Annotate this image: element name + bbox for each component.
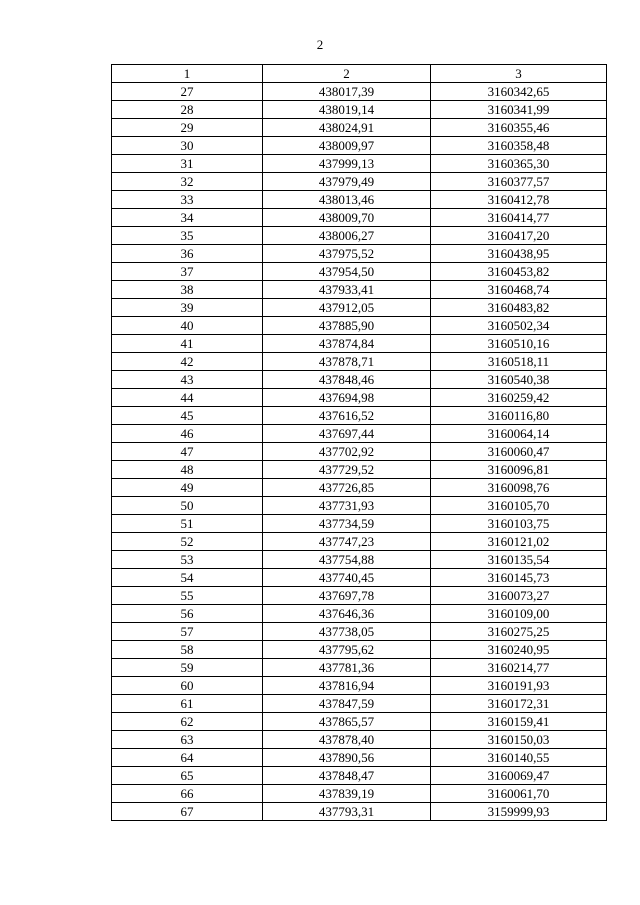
y-coordinate-cell: 3160069,47 — [431, 767, 607, 785]
table-row — [112, 479, 607, 497]
y-coordinate-cell: 3160341,99 — [431, 101, 607, 119]
point-number-cell: 36 — [112, 245, 263, 263]
point-number-cell: 61 — [112, 695, 263, 713]
x-coordinate-cell: 437646,36 — [263, 605, 431, 623]
point-number-cell: 32 — [112, 173, 263, 191]
y-coordinate-cell: 3160540,38 — [431, 371, 607, 389]
table-row — [112, 659, 607, 677]
y-coordinate-cell: 3160355,46 — [431, 119, 607, 137]
point-number-cell: 30 — [112, 137, 263, 155]
table-row — [112, 551, 607, 569]
y-coordinate-cell: 3160259,42 — [431, 389, 607, 407]
point-number-cell: 56 — [112, 605, 263, 623]
y-coordinate-cell: 3160365,30 — [431, 155, 607, 173]
x-coordinate-cell: 437734,59 — [263, 515, 431, 533]
y-coordinate-cell: 3160412,78 — [431, 191, 607, 209]
x-coordinate-cell: 437793,31 — [263, 803, 431, 821]
point-number-cell: 29 — [112, 119, 263, 137]
point-number-cell: 47 — [112, 443, 263, 461]
x-coordinate-cell: 437754,88 — [263, 551, 431, 569]
x-coordinate-cell: 437839,19 — [263, 785, 431, 803]
x-coordinate-cell: 438013,46 — [263, 191, 431, 209]
table-row — [112, 695, 607, 713]
x-coordinate-cell: 437912,05 — [263, 299, 431, 317]
y-coordinate-cell: 3160061,70 — [431, 785, 607, 803]
table-row — [112, 425, 607, 443]
x-coordinate-cell: 438024,91 — [263, 119, 431, 137]
x-coordinate-cell: 438017,39 — [263, 83, 431, 101]
y-coordinate-cell: 3160342,65 — [431, 83, 607, 101]
x-coordinate-cell: 437979,49 — [263, 173, 431, 191]
point-number-cell: 43 — [112, 371, 263, 389]
y-coordinate-cell: 3160191,93 — [431, 677, 607, 695]
table-row — [112, 335, 607, 353]
table-header-row — [112, 65, 607, 83]
x-coordinate-cell: 437697,44 — [263, 425, 431, 443]
point-number-cell: 49 — [112, 479, 263, 497]
point-number-cell: 60 — [112, 677, 263, 695]
x-coordinate-cell: 437616,52 — [263, 407, 431, 425]
x-coordinate-cell: 437731,93 — [263, 497, 431, 515]
table-body — [112, 65, 607, 821]
point-number-cell: 63 — [112, 731, 263, 749]
table-row — [112, 281, 607, 299]
table-row — [112, 713, 607, 731]
point-number-cell: 48 — [112, 461, 263, 479]
y-coordinate-cell: 3160105,70 — [431, 497, 607, 515]
table-row — [112, 389, 607, 407]
point-number-cell: 57 — [112, 623, 263, 641]
table-row — [112, 173, 607, 191]
point-number-cell: 35 — [112, 227, 263, 245]
x-coordinate-cell: 437933,41 — [263, 281, 431, 299]
y-coordinate-cell: 3160453,82 — [431, 263, 607, 281]
x-coordinate-cell: 437874,84 — [263, 335, 431, 353]
x-coordinate-cell: 437975,52 — [263, 245, 431, 263]
table-row — [112, 317, 607, 335]
y-coordinate-cell: 3160064,14 — [431, 425, 607, 443]
table-row — [112, 785, 607, 803]
y-coordinate-cell: 3160240,95 — [431, 641, 607, 659]
table-row — [112, 137, 607, 155]
y-coordinate-cell: 3160145,73 — [431, 569, 607, 587]
table-row — [112, 803, 607, 821]
y-coordinate-cell: 3160358,48 — [431, 137, 607, 155]
table-row — [112, 515, 607, 533]
x-coordinate-cell: 437890,56 — [263, 749, 431, 767]
table-row — [112, 587, 607, 605]
column-header: 2 — [263, 65, 431, 83]
table-row — [112, 299, 607, 317]
x-coordinate-cell: 437747,23 — [263, 533, 431, 551]
table-row — [112, 371, 607, 389]
x-coordinate-cell: 437954,50 — [263, 263, 431, 281]
table-row — [112, 443, 607, 461]
x-coordinate-cell: 437885,90 — [263, 317, 431, 335]
table-row — [112, 263, 607, 281]
point-number-cell: 38 — [112, 281, 263, 299]
x-coordinate-cell: 437999,13 — [263, 155, 431, 173]
x-coordinate-cell: 437702,92 — [263, 443, 431, 461]
y-coordinate-cell: 3160109,00 — [431, 605, 607, 623]
point-number-cell: 62 — [112, 713, 263, 731]
table-row — [112, 119, 607, 137]
y-coordinate-cell: 3160096,81 — [431, 461, 607, 479]
point-number-cell: 34 — [112, 209, 263, 227]
point-number-cell: 40 — [112, 317, 263, 335]
y-coordinate-cell: 3160116,80 — [431, 407, 607, 425]
x-coordinate-cell: 437816,94 — [263, 677, 431, 695]
y-coordinate-cell: 3160502,34 — [431, 317, 607, 335]
x-coordinate-cell: 437878,40 — [263, 731, 431, 749]
coordinates-table — [111, 64, 607, 821]
y-coordinate-cell: 3160060,47 — [431, 443, 607, 461]
y-coordinate-cell: 3160150,03 — [431, 731, 607, 749]
point-number-cell: 42 — [112, 353, 263, 371]
table-row — [112, 353, 607, 371]
x-coordinate-cell: 437865,57 — [263, 713, 431, 731]
point-number-cell: 27 — [112, 83, 263, 101]
x-coordinate-cell: 437697,78 — [263, 587, 431, 605]
table-row — [112, 227, 607, 245]
table-row — [112, 245, 607, 263]
table-row — [112, 731, 607, 749]
y-coordinate-cell: 3160414,77 — [431, 209, 607, 227]
x-coordinate-cell: 437726,85 — [263, 479, 431, 497]
table-row — [112, 407, 607, 425]
y-coordinate-cell: 3160103,75 — [431, 515, 607, 533]
column-header: 1 — [112, 65, 263, 83]
x-coordinate-cell: 437729,52 — [263, 461, 431, 479]
y-coordinate-cell: 3160121,02 — [431, 533, 607, 551]
table-row — [112, 191, 607, 209]
point-number-cell: 44 — [112, 389, 263, 407]
point-number-cell: 51 — [112, 515, 263, 533]
x-coordinate-cell: 438009,97 — [263, 137, 431, 155]
point-number-cell: 59 — [112, 659, 263, 677]
point-number-cell: 28 — [112, 101, 263, 119]
point-number-cell: 33 — [112, 191, 263, 209]
point-number-cell: 64 — [112, 749, 263, 767]
y-coordinate-cell: 3160073,27 — [431, 587, 607, 605]
y-coordinate-cell: 3160438,95 — [431, 245, 607, 263]
point-number-cell: 55 — [112, 587, 263, 605]
page-number: 2 — [316, 37, 324, 52]
x-coordinate-cell: 437848,46 — [263, 371, 431, 389]
point-number-cell: 54 — [112, 569, 263, 587]
table-row — [112, 155, 607, 173]
table-row — [112, 749, 607, 767]
table-row — [112, 533, 607, 551]
y-coordinate-cell: 3160159,41 — [431, 713, 607, 731]
point-number-cell: 31 — [112, 155, 263, 173]
y-coordinate-cell: 3160172,31 — [431, 695, 607, 713]
x-coordinate-cell: 438006,27 — [263, 227, 431, 245]
point-number-cell: 53 — [112, 551, 263, 569]
table-row — [112, 641, 607, 659]
point-number-cell: 46 — [112, 425, 263, 443]
y-coordinate-cell: 3160214,77 — [431, 659, 607, 677]
point-number-cell: 67 — [112, 803, 263, 821]
table-row — [112, 101, 607, 119]
y-coordinate-cell: 3160483,82 — [431, 299, 607, 317]
point-number-cell: 41 — [112, 335, 263, 353]
point-number-cell: 39 — [112, 299, 263, 317]
point-number-cell: 58 — [112, 641, 263, 659]
x-coordinate-cell: 437738,05 — [263, 623, 431, 641]
x-coordinate-cell: 437847,59 — [263, 695, 431, 713]
y-coordinate-cell: 3160417,20 — [431, 227, 607, 245]
y-coordinate-cell: 3159999,93 — [431, 803, 607, 821]
point-number-cell: 45 — [112, 407, 263, 425]
y-coordinate-cell: 3160275,25 — [431, 623, 607, 641]
x-coordinate-cell: 437694,98 — [263, 389, 431, 407]
x-coordinate-cell: 437878,71 — [263, 353, 431, 371]
y-coordinate-cell: 3160140,55 — [431, 749, 607, 767]
table-row — [112, 623, 607, 641]
point-number-cell: 66 — [112, 785, 263, 803]
point-number-cell: 65 — [112, 767, 263, 785]
y-coordinate-cell: 3160510,16 — [431, 335, 607, 353]
table-row — [112, 605, 607, 623]
table-row — [112, 497, 607, 515]
table-row — [112, 569, 607, 587]
x-coordinate-cell: 437795,62 — [263, 641, 431, 659]
y-coordinate-cell: 3160377,57 — [431, 173, 607, 191]
column-header: 3 — [431, 65, 607, 83]
x-coordinate-cell: 437848,47 — [263, 767, 431, 785]
y-coordinate-cell: 3160135,54 — [431, 551, 607, 569]
x-coordinate-cell: 438009,70 — [263, 209, 431, 227]
x-coordinate-cell: 437740,45 — [263, 569, 431, 587]
table-row — [112, 677, 607, 695]
y-coordinate-cell: 3160098,76 — [431, 479, 607, 497]
x-coordinate-cell: 437781,36 — [263, 659, 431, 677]
point-number-cell: 50 — [112, 497, 263, 515]
table-row — [112, 461, 607, 479]
point-number-cell: 52 — [112, 533, 263, 551]
y-coordinate-cell: 3160518,11 — [431, 353, 607, 371]
table-row — [112, 83, 607, 101]
point-number-cell: 37 — [112, 263, 263, 281]
table-row — [112, 767, 607, 785]
x-coordinate-cell: 438019,14 — [263, 101, 431, 119]
table-row — [112, 209, 607, 227]
y-coordinate-cell: 3160468,74 — [431, 281, 607, 299]
